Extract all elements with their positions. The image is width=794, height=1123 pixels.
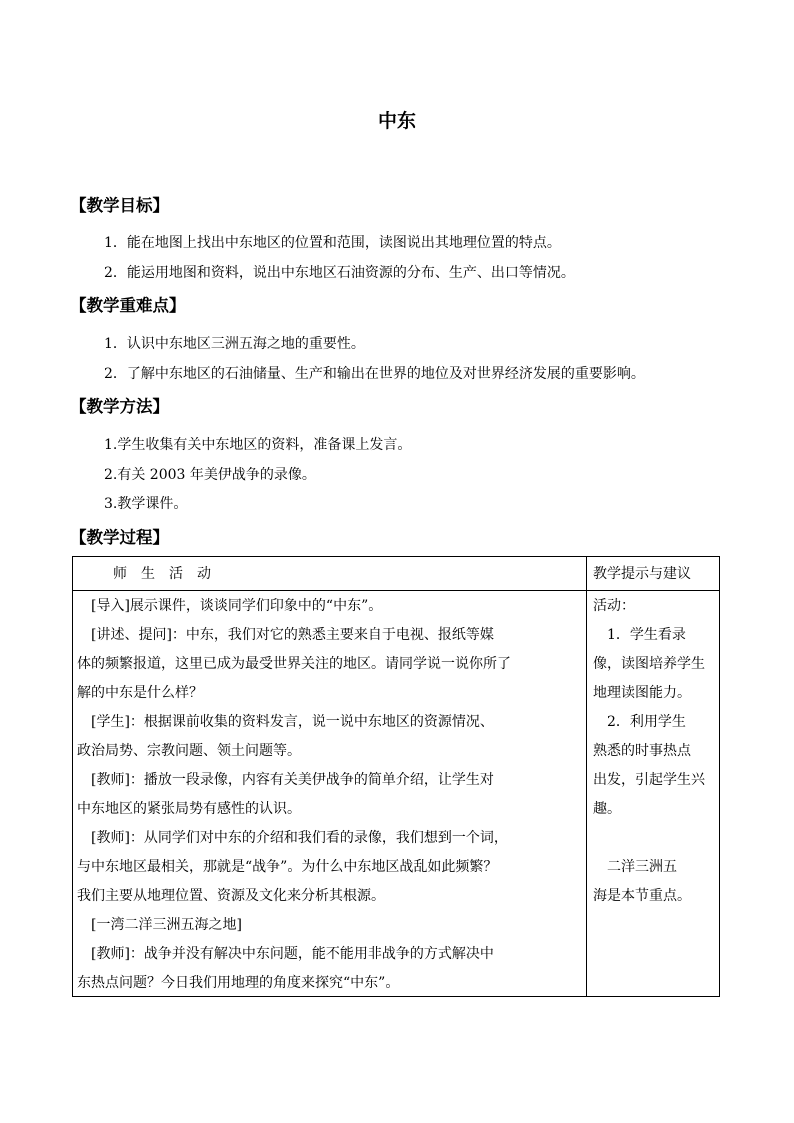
activity-line: [导入]展示课件，谈谈同学们印象中的“中东”。 xyxy=(77,598,383,614)
header-divider xyxy=(73,590,719,591)
process-table xyxy=(72,556,720,997)
activity-line: 解的中东是什么样？ xyxy=(77,685,203,701)
suggestion-line: 1．学生看录 xyxy=(593,627,686,643)
suggestion-line: 活动： xyxy=(593,598,635,614)
method-item: 2.有关 2003 年美伊战争的录像。 xyxy=(104,467,316,483)
activity-line: 东热点问题？今日我们用地理的角度来探究“中东”。 xyxy=(77,975,400,991)
activity-line: [教师]：从同学们对中东的介绍和我们看的录像，我们想到一个词， xyxy=(77,830,508,846)
activity-line: [一湾二洋三洲五海之地] xyxy=(77,917,242,933)
suggestion-line: 2．利用学生 xyxy=(593,714,686,730)
activity-line: [教师]：播放一段录像，内容有关美伊战争的简单介绍，让学生对 xyxy=(77,772,494,788)
method-item: 3.教学课件。 xyxy=(104,496,188,512)
keypoint-item: 1．认识中东地区三洲五海之地的重要性。 xyxy=(104,336,365,352)
column-divider xyxy=(586,557,587,996)
activity-line: 与中东地区最相关，那就是“战争”。为什么中东地区战乱如此频繁？ xyxy=(77,859,498,875)
section-heading-keypoints: 【教学重难点】 xyxy=(70,296,186,315)
suggestion-line: 地理读图能力。 xyxy=(593,685,691,701)
section-heading-process: 【教学过程】 xyxy=(70,528,169,547)
suggestion-line: 像，读图培养学生 xyxy=(593,656,705,672)
activity-line: 政治局势、宗教问题、领土问题等。 xyxy=(77,743,301,759)
section-heading-methods: 【教学方法】 xyxy=(70,397,169,416)
suggestion-line: 出发，引起学生兴 xyxy=(593,772,705,788)
activity-line: [讲述、提问]：中东，我们对它的熟悉主要来自于电视、报纸等媒 xyxy=(77,627,494,643)
activity-line: [学生]：根据课前收集的资料发言，说一说中东地区的资源情况、 xyxy=(77,714,494,730)
suggestion-line: 趣。 xyxy=(593,801,621,817)
suggestion-line: 二洋三洲五 xyxy=(593,859,677,875)
activity-line: 体的频繁报道，这里已成为最受世界关注的地区。请同学说一说你所了 xyxy=(77,656,511,672)
keypoint-item: 2．了解中东地区的石油储量、生产和输出在世界的地位及对世界经济发展的重要影响。 xyxy=(104,366,645,382)
header-suggestions: 教学提示与建议 xyxy=(593,566,691,582)
goal-item: 1．能在地图上找出中东地区的位置和范围，读图说出其地理位置的特点。 xyxy=(104,235,561,251)
activity-line: [教师]：战争并没有解决中东问题，能不能用非战争的方式解决中 xyxy=(77,946,494,962)
page-title: 中东 xyxy=(377,110,416,132)
activity-line: 我们主要从地理位置、资源及文化来分析其根源。 xyxy=(77,888,385,904)
suggestion-line: 海是本节重点。 xyxy=(593,888,691,904)
goal-item: 2．能运用地图和资料，说出中东地区石油资源的分布、生产、出口等情况。 xyxy=(104,265,575,281)
header-activities: 师 生 活 动 xyxy=(113,566,211,582)
suggestion-line: 熟悉的时事热点 xyxy=(593,743,691,759)
method-item: 1.学生收集有关中东地区的资料，准备课上发言。 xyxy=(104,437,412,453)
section-heading-goals: 【教学目标】 xyxy=(70,196,169,215)
activity-line: 中东地区的紧张局势有感性的认识。 xyxy=(77,801,301,817)
